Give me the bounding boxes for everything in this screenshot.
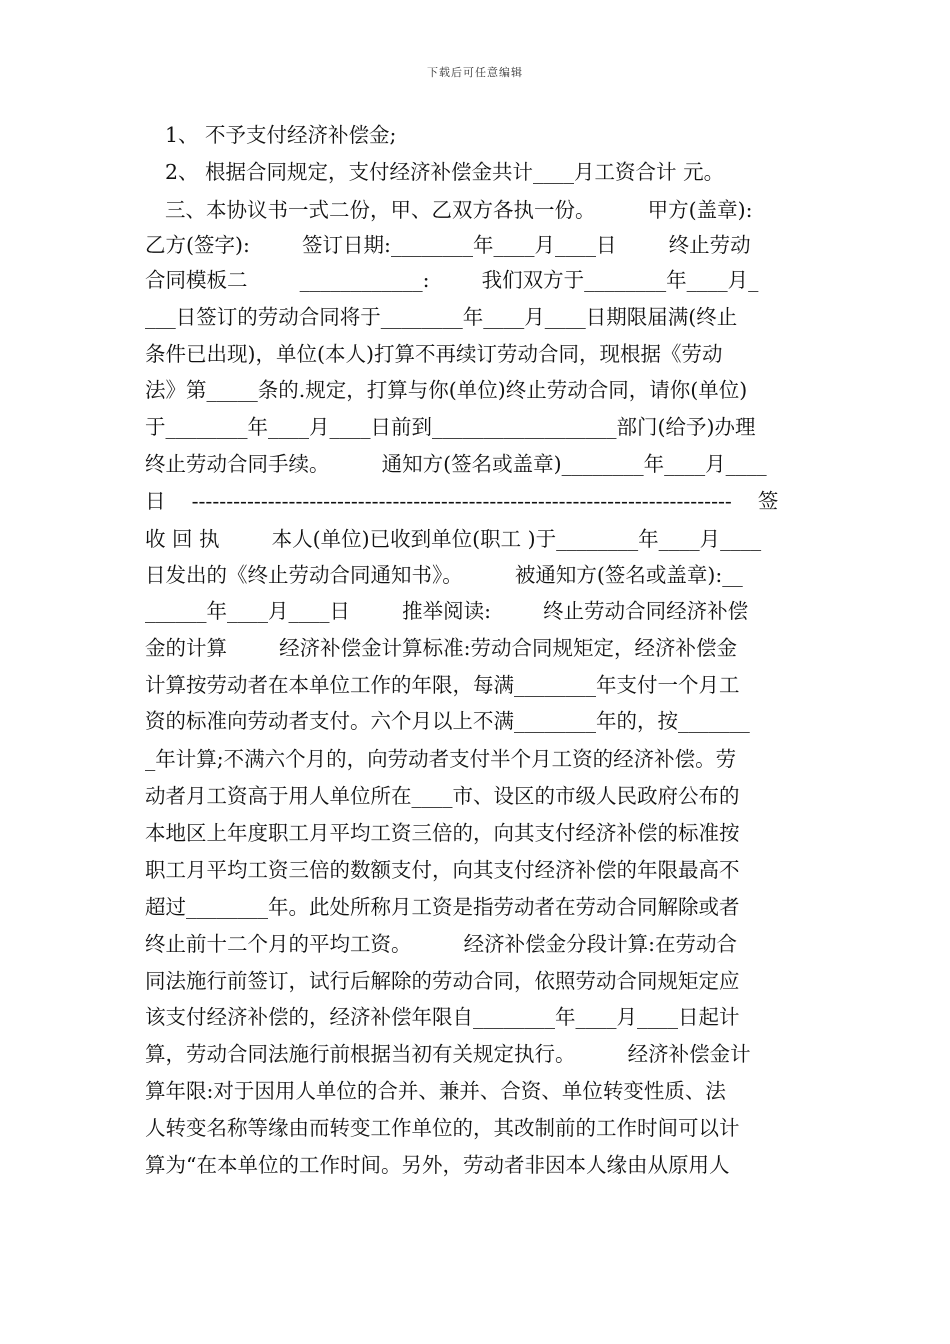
text-line: 资的标准向劳动者支付。六个月以上不满________年的，按_______	[145, 709, 750, 733]
text-line: ______年____月____日 推举阅读: 终止劳动合同经济补偿	[145, 599, 749, 623]
text-line: 金的计算 经济补偿金计算标准:劳动合同规矩定，经济补偿金	[145, 636, 738, 660]
text-line: 于________年____月____日前到__________________部门(给予)办理	[145, 415, 756, 439]
text-line: _年计算;不满六个月的，向劳动者支付半个月工资的经济补偿。劳	[145, 747, 737, 771]
text-line: 三、本协议书一式二份，甲、乙双方各执一份。 甲方(盖章):	[165, 198, 753, 222]
text-line: 乙方(签字): 签订日期:________年____月____日 终止劳动	[145, 233, 751, 257]
text-line: 计算按劳动者在本单位工作的年限，每满________年支付一个月工	[145, 673, 740, 697]
text-line: 人转变名称等缘由而转变工作单位的，其改制前的工作时间可以计	[145, 1116, 740, 1140]
text-line: 条件已出现)，单位(本人)打算不再续订劳动合同，现根据《劳动	[145, 342, 723, 366]
text-line: 日 ------------------------------------------------------------------------------ 签	[145, 489, 779, 513]
text-line: 法》第_____条的.规定，打算与你(单位)终止劳动合同，请你(单位)	[145, 378, 748, 402]
text-line: 该支付经济补偿的，经济补偿年限自________年____月____日起计	[145, 1005, 740, 1029]
text-line: 本地区上年度职工月平均工资三倍的，向其支付经济补偿的标准按	[145, 821, 740, 845]
text-line: 终止劳动合同手续。 通知方(签名或盖章)________年____月____	[145, 452, 767, 476]
text-line: 动者月工资高于用人单位所在____市、设区的市级人民政府公布的	[145, 784, 740, 808]
text-line: 算为“在本单位的工作时间。另外，劳动者非因本人缘由从原用人	[145, 1153, 730, 1177]
text-line: ___日签订的劳动合同将于________年____月____日期限届满(终止	[145, 305, 738, 329]
text-line: 2、 根据合同规定，支付经济补偿金共计____月工资合计 元。	[165, 160, 725, 184]
text-line: 算年限:对于因用人单位的合并、兼并、合资、单位转变性质、法	[145, 1079, 726, 1103]
text-line: 日发出的《终止劳动合同通知书》。 被通知方(签名或盖章):__	[145, 563, 743, 587]
text-line: 收 回 执 本人(单位)已收到单位(职工 )于________年____月____	[145, 527, 762, 551]
text-line: 合同模板二 ____________: 我们双方于________年____月_	[145, 268, 759, 292]
text-line: 职工月平均工资三倍的数额支付，向其支付经济补偿的年限最高不	[145, 858, 740, 882]
text-line: 算，劳动合同法施行前根据当初有关规定执行。 经济补偿金计	[145, 1042, 751, 1066]
text-line: 同法施行前签订，试行后解除的劳动合同，依照劳动合同规矩定应	[145, 969, 740, 993]
text-line: 超过________年。此处所称月工资是指劳动者在劳动合同解除或者	[145, 895, 740, 919]
text-line: 1、 不予支付经济补偿金;	[165, 123, 397, 147]
text-line: 终止前十二个月的平均工资。 经济补偿金分段计算:在劳动合	[145, 932, 738, 956]
page-header: 下载后可任意编辑	[427, 66, 523, 79]
